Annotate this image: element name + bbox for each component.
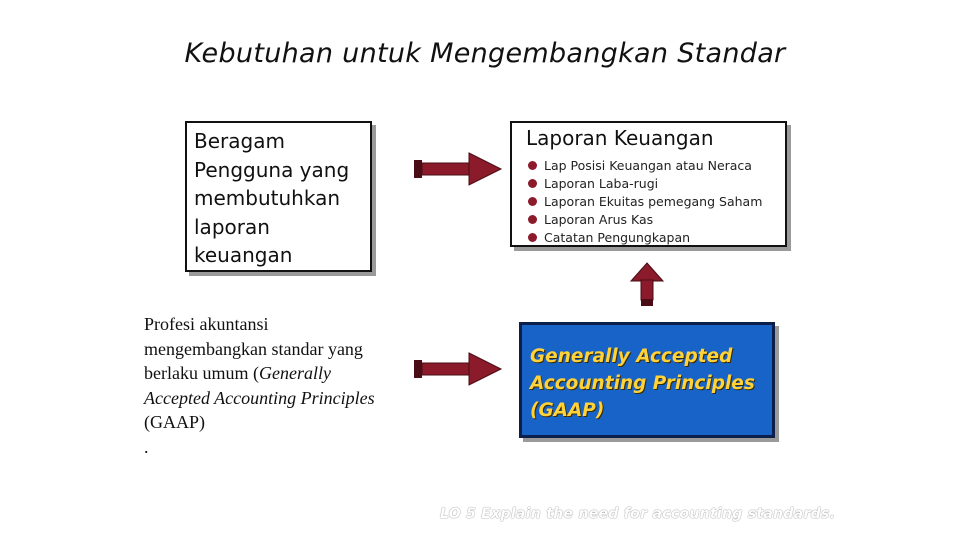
list-item-label: Laporan Laba-rugi [544, 176, 659, 191]
list-item [526, 193, 779, 211]
gaap-line: Generally Accepted [530, 346, 733, 367]
profession-line: Profesi akuntansi [144, 314, 269, 334]
users-line: membutuhkan [194, 186, 340, 210]
profession-line-italic: Accepted Accounting Principles [144, 387, 375, 408]
gaap-line: Accounting Principles [530, 373, 755, 394]
list-item [526, 175, 779, 193]
list-item [526, 157, 779, 175]
gaap-line: (GAAP) [530, 400, 605, 421]
financial-statements-list [526, 157, 779, 247]
right-arrow-icon [413, 351, 503, 387]
list-item-label: Lap Posisi Keuangan atau Neraca [544, 158, 752, 173]
list-item-label: Laporan Arus Kas [544, 212, 654, 227]
financial-statements-box [510, 121, 787, 247]
profession-line-prefix: berlaku umum ( [144, 363, 259, 383]
users-line: Pengguna yang [194, 157, 350, 182]
list-item-label: Catatan Pengungkapan [544, 230, 691, 245]
profession-line: (GAAP) [144, 412, 205, 432]
profession-text [144, 312, 414, 459]
bullet-icon [528, 215, 537, 224]
users-line: keuangan [194, 243, 293, 267]
financial-statements-title: Laporan Keuangan [526, 126, 714, 150]
users-line: laporan [194, 214, 270, 239]
profession-line: mengembangkan standar yang [144, 338, 363, 359]
learning-objective-footer: LO 5 Explain the need for accounting standards. [440, 506, 836, 522]
right-arrow-icon [413, 151, 503, 187]
list-item [526, 211, 779, 229]
profession-line: . [144, 436, 149, 457]
users-line: Beragam [194, 129, 285, 153]
slide-title: Kebutuhan untuk Mengembangkan Standar [184, 38, 786, 69]
profession-line-italic: Generally [258, 363, 331, 383]
up-arrow-icon [629, 261, 665, 307]
list-item-label: Laporan Ekuitas pemegang Saham [544, 194, 763, 209]
gaap-box [519, 322, 775, 438]
profession-line [144, 361, 414, 386]
list-item [526, 229, 779, 247]
users-box [185, 121, 372, 272]
bullet-icon [528, 179, 537, 188]
bullet-icon [528, 233, 537, 242]
bullet-icon [528, 197, 537, 206]
bullet-icon [528, 161, 537, 170]
